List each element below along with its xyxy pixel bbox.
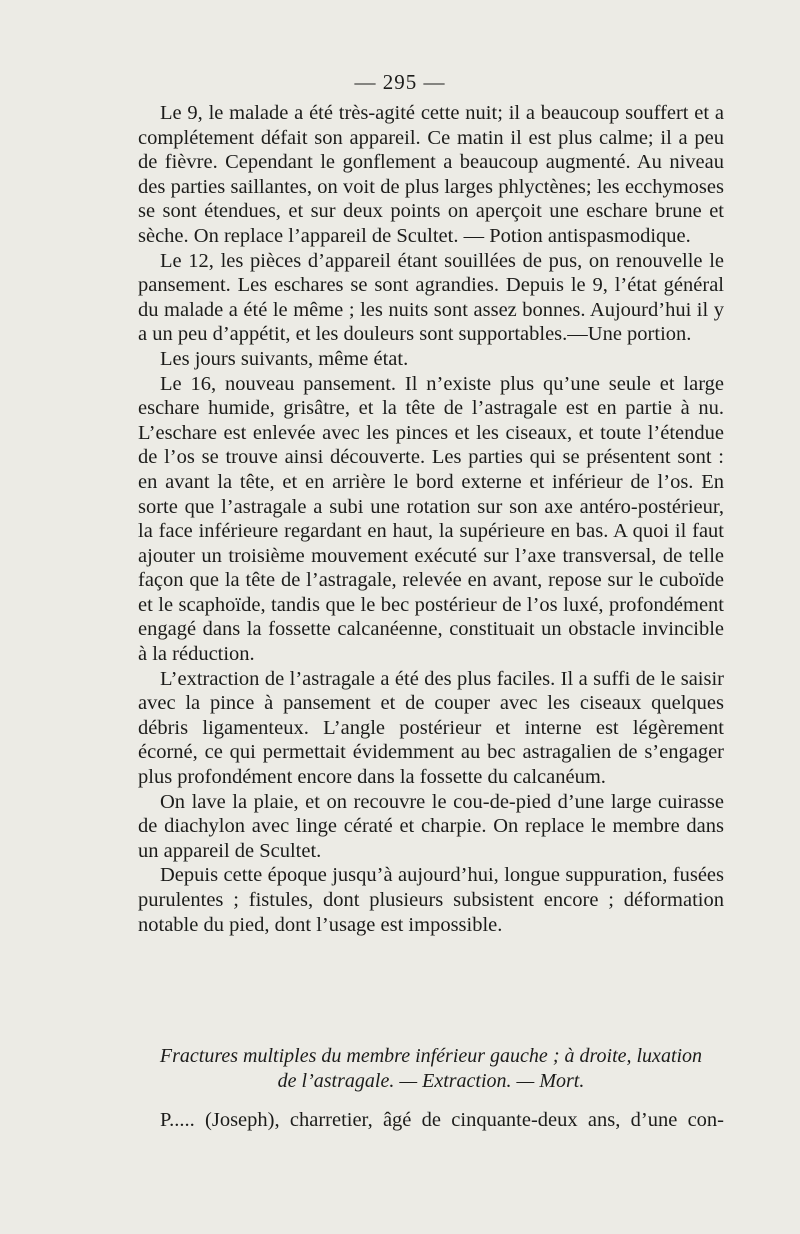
case-heading-line-2: de l’astragale. — Extraction. — Mort. bbox=[277, 1070, 585, 1092]
body-text bbox=[138, 101, 724, 937]
paragraph: L’extraction de l’astragale a été des plus faciles. Il a suffi de le saisir avec la pince à pansement et de couper avec les ciseaux quelques débris ligamenteux. L’angle postérieur et interne est légèrement écorné, ce qui permettait évidemment au bec astragalien de s’engager plus profondément encore dans la fossette du calcanéum. bbox=[138, 667, 724, 789]
case-heading-line-1: Fractures multiples du membre inférieur gauche ; à droite, luxation bbox=[159, 1045, 703, 1067]
paragraph: Le 12, les pièces d’appareil étant souillées de pus, on renouvelle le pansement. Les eschares se sont agrandies. Depuis le 9, l’état général du malade a été le même ; les nuits sont assez bonnes. Aujourd’hui il y a un peu d’appétit, et les douleurs sont supportables.—Une portion. bbox=[138, 249, 724, 346]
paragraph: On lave la plaie, et on recouvre le cou-de-pied d’une large cuirasse de diachylon avec linge cératé et charpie. On replace le membre dans un appareil de Scultet. bbox=[138, 790, 724, 862]
case-heading bbox=[138, 1044, 724, 1094]
case-opening-line: P..... (Joseph), charretier, âgé de cinquante-deux ans, d’une con- bbox=[160, 1109, 724, 1131]
paragraph: Les jours suivants, même état. bbox=[160, 347, 409, 370]
paragraph: Depuis cette époque jusqu’à aujourd’hui, longue suppuration, fusées purulentes ; fistules, dont plusieurs subsistent encore ; déformation notable du pied, dont l’usage est impossible. bbox=[138, 864, 724, 936]
paragraph: Le 16, nouveau pansement. Il n’existe plus qu’une seule et large eschare humide, grisâtre, et la tête de l’astragale est en partie à nu. L’eschare est enlevée avec les pinces et les ciseaux, et toute l’étendue de l’os se trouve ainsi découverte. Les parties qui se présentent sont : en avant la tête, et en arrière le bord externe et inférieur de l’os. En sorte que l’astragale a subi une rotation sur son axe antéro-postérieur, la face inférieure regardant en haut, la supérieure en bas. A quoi il faut ajouter un troisième mouvement exécuté sur l’axe transversal, de telle façon que la tête de l’astragale, relevée en avant, repose sur le cuboïde et le scaphoïde, tandis que le bec postérieur de l’os luxé, profondément engagé dans la fossette calcanéenne, constituait un obstacle invincible à la réduction. bbox=[138, 372, 724, 666]
page-number: — 295 — bbox=[354, 70, 446, 94]
paragraph: Le 9, le malade a été très-agité cette nuit; il a beaucoup souffert et a complétement défait son appareil. Ce matin il est plus calme; il a peu de fièvre. Cependant le gonflement a beaucoup augmenté. Au niveau des parties saillantes, on voit de plus larges phlyctènes; les ecchymoses se sont étendues, et sur deux points on aperçoit une eschare brune et sèche. On replace l’appareil de Scultet. — Potion antispasmodique. bbox=[138, 102, 724, 247]
